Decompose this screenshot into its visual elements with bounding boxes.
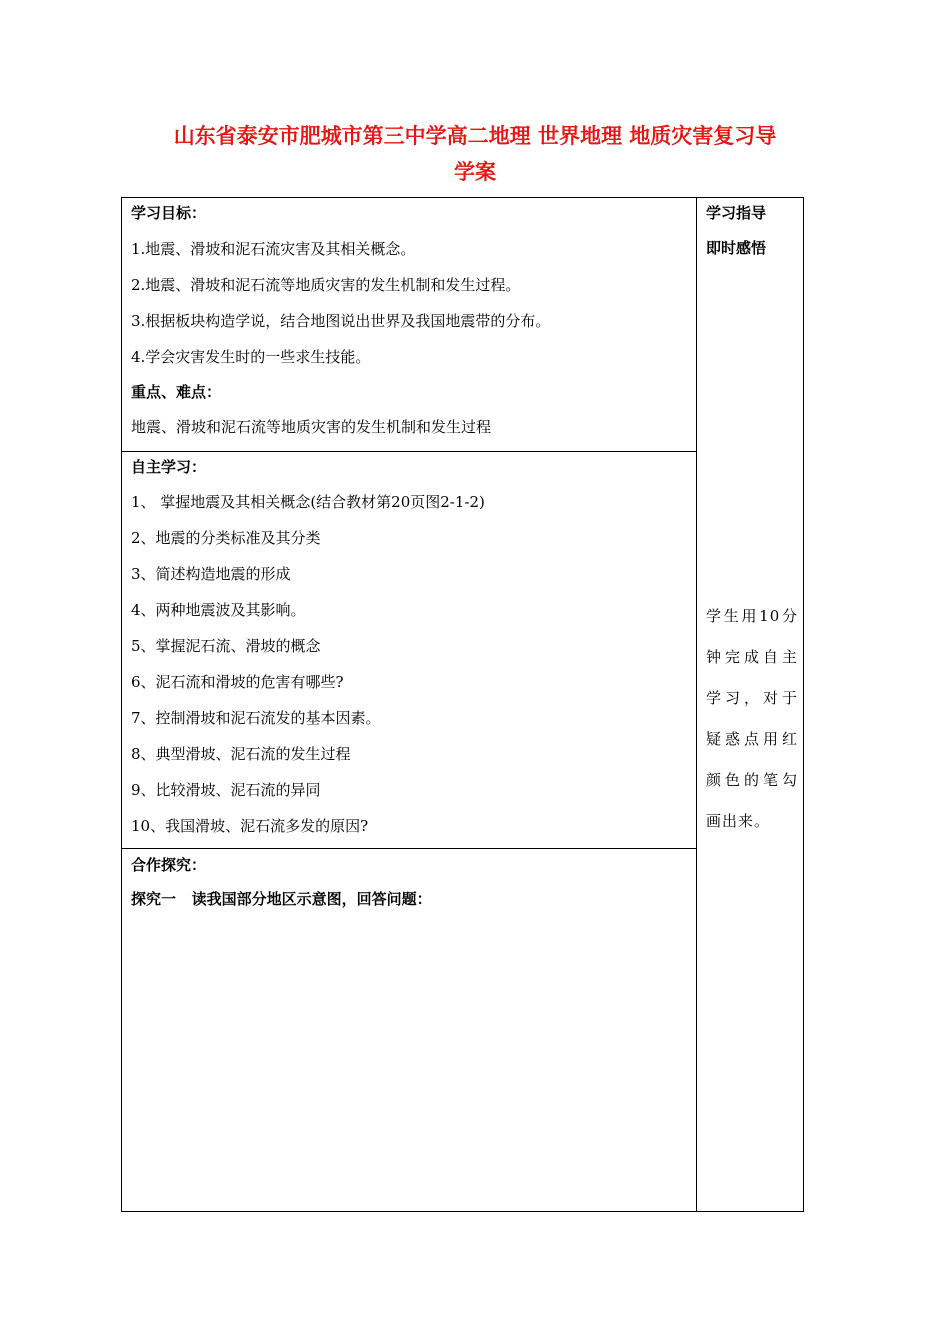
objective-item: 4.学会灾害发生时的一些求生技能。	[131, 348, 371, 366]
row-divider-2	[122, 848, 696, 849]
guidance-note-line: 颜色的笔勾	[706, 771, 798, 789]
self-study-item: 1、 掌握地震及其相关概念(结合教材第20页图2-1-2)	[131, 493, 485, 511]
title-line-2: 学案	[454, 160, 496, 184]
self-study-item: 4、两种地震波及其影响。	[131, 601, 306, 619]
self-study-item: 6、泥石流和滑坡的危害有哪些?	[131, 673, 344, 691]
guidance-heading: 学习指导	[706, 204, 767, 222]
title-line-1: 山东省泰安市肥城市第三中学高二地理 世界地理 地质灾害复习导	[173, 124, 777, 148]
inquiry-one-prompt: 探究一 读我国部分地区示意图，回答问题：	[131, 890, 432, 908]
reflection-heading: 即时感悟	[706, 239, 767, 257]
worksheet-table	[121, 197, 804, 1212]
self-study-item: 7、控制滑坡和泥石流发的基本因素。	[131, 709, 381, 727]
self-study-heading: 自主学习：	[131, 458, 207, 476]
guidance-note-line: 疑惑点用红	[706, 730, 798, 748]
self-study-item: 5、掌握泥石流、滑坡的概念	[131, 637, 321, 655]
row-divider-1	[122, 451, 696, 452]
self-study-item: 8、典型滑坡、泥石流的发生过程	[131, 745, 351, 763]
cooperative-inquiry-heading: 合作探究：	[131, 856, 207, 874]
self-study-item: 2、地震的分类标准及其分类	[131, 529, 321, 547]
objectives-heading: 学习目标：	[131, 204, 207, 222]
guidance-note-line: 学习，对于	[706, 689, 798, 707]
objective-item: 1.地震、滑坡和泥石流灾害及其相关概念。	[131, 240, 416, 258]
self-study-item: 10、我国滑坡、泥石流多发的原因?	[131, 817, 369, 835]
objective-item: 3.根据板块构造学说，结合地图说出世界及我国地震带的分布。	[131, 312, 551, 330]
guidance-note-line: 画出来。	[706, 812, 771, 830]
self-study-item: 3、简述构造地震的形成	[131, 565, 291, 583]
key-points-heading: 重点、难点：	[131, 383, 222, 401]
guidance-note-line: 学生用10分	[706, 607, 798, 625]
column-divider	[696, 198, 697, 1211]
objective-item: 2.地震、滑坡和泥石流等地质灾害的发生机制和发生过程。	[131, 276, 521, 294]
guidance-note-line: 钟完成自主	[706, 648, 798, 666]
self-study-item: 9、比较滑坡、泥石流的异同	[131, 781, 321, 799]
document-title	[120, 118, 830, 190]
key-points-text: 地震、滑坡和泥石流等地质灾害的发生机制和发生过程	[131, 418, 492, 436]
